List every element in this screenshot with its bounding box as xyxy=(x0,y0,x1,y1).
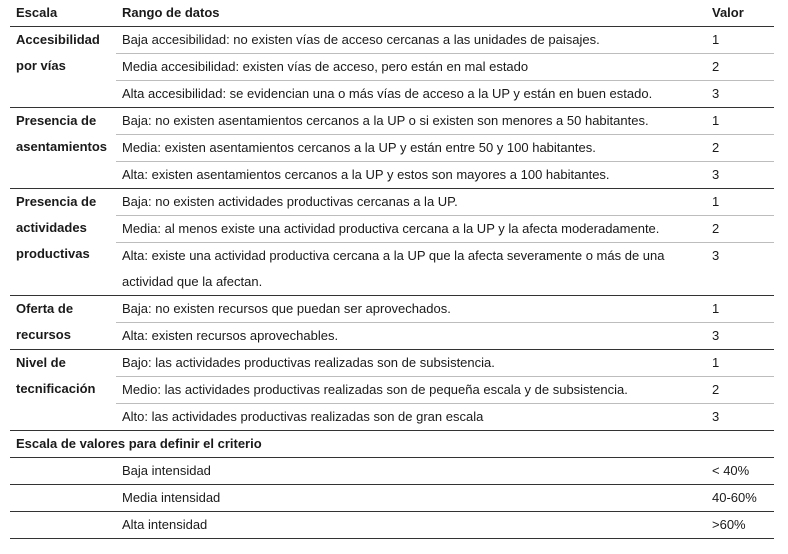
table-row xyxy=(10,54,774,81)
range-value: 2 xyxy=(706,135,774,162)
range-value: 3 xyxy=(706,243,774,296)
scale-empty-cell xyxy=(10,458,116,485)
scale-row xyxy=(10,512,774,539)
scale-row xyxy=(10,485,774,512)
header-rango: Rango de datos xyxy=(116,0,706,27)
range-text: Alta accesibilidad: se evidencian una o más vías de acceso a la UP y están en buen estado. xyxy=(116,81,706,108)
range-value: 1 xyxy=(706,350,774,377)
range-text: Media: al menos existe una actividad productiva cercana a la UP y la afecta moderadamente. xyxy=(116,216,706,243)
table-row xyxy=(10,243,774,296)
scale-label: Alta intensidad xyxy=(116,512,706,539)
table-row xyxy=(10,216,774,243)
range-value: 3 xyxy=(706,162,774,189)
table-row xyxy=(10,27,774,54)
scale-row xyxy=(10,458,774,485)
criterion-name: Presencia de asentamientos xyxy=(10,108,116,189)
scale-title-row xyxy=(10,431,774,458)
table-row xyxy=(10,81,774,108)
range-text: Medio: las actividades productivas realizadas son de pequeña escala y de subsistencia. xyxy=(116,377,706,404)
criterion-name: Oferta de recursos xyxy=(10,296,116,350)
table-row xyxy=(10,350,774,377)
criterion-name: Nivel de tecnificación xyxy=(10,350,116,431)
table-row xyxy=(10,162,774,189)
range-text: Bajo: las actividades productivas realizadas son de subsistencia. xyxy=(116,350,706,377)
range-text: Alta: existe una actividad productiva cercana a la UP que la afecta severamente o más de una actividad que la afectan. xyxy=(116,243,706,296)
range-text: Baja: no existen asentamientos cercanos a la UP o si existen son menores a 50 habitantes. xyxy=(116,108,706,135)
range-text: Alto: las actividades productivas realizadas son de gran escala xyxy=(116,404,706,431)
range-text: Baja: no existen actividades productivas cercanas a la UP. xyxy=(116,189,706,216)
range-value: 1 xyxy=(706,296,774,323)
table-row xyxy=(10,189,774,216)
range-value: 3 xyxy=(706,81,774,108)
header-valor: Valor xyxy=(706,0,774,27)
range-value: 3 xyxy=(706,404,774,431)
range-text: Media: existen asentamientos cercanos a la UP y están entre 50 y 100 habitantes. xyxy=(116,135,706,162)
range-text: Media accesibilidad: existen vías de acceso, pero están en mal estado xyxy=(116,54,706,81)
scale-value: >60% xyxy=(706,512,774,539)
range-value: 3 xyxy=(706,323,774,350)
range-text: Alta: existen asentamientos cercanos a la UP y estos son mayores a 100 habitantes. xyxy=(116,162,706,189)
range-value: 1 xyxy=(706,189,774,216)
table-row xyxy=(10,108,774,135)
range-text: Baja: no existen recursos que puedan ser aprovechados. xyxy=(116,296,706,323)
criterion-name: Presencia de actividades productivas xyxy=(10,189,116,296)
range-value: 2 xyxy=(706,54,774,81)
range-text: Alta: existen recursos aprovechables. xyxy=(116,323,706,350)
scale-value: < 40% xyxy=(706,458,774,485)
table-row xyxy=(10,135,774,162)
table-row xyxy=(10,404,774,431)
table-row xyxy=(10,323,774,350)
range-value: 1 xyxy=(706,27,774,54)
range-value: 2 xyxy=(706,377,774,404)
range-text: Baja accesibilidad: no existen vías de acceso cercanas a las unidades de paisajes. xyxy=(116,27,706,54)
range-value: 1 xyxy=(706,108,774,135)
header-row xyxy=(10,0,774,27)
scale-empty-cell xyxy=(10,485,116,512)
scale-label: Baja intensidad xyxy=(116,458,706,485)
range-value: 2 xyxy=(706,216,774,243)
header-escala: Escala xyxy=(10,0,116,27)
scale-title: Escala de valores para definir el criterio xyxy=(10,431,774,458)
scale-value: 40-60% xyxy=(706,485,774,512)
criterion-name: Accesibilidad por vías xyxy=(10,27,116,108)
criteria-table xyxy=(10,0,774,539)
table-row xyxy=(10,377,774,404)
table-row xyxy=(10,296,774,323)
scale-label: Media intensidad xyxy=(116,485,706,512)
scale-empty-cell xyxy=(10,512,116,539)
